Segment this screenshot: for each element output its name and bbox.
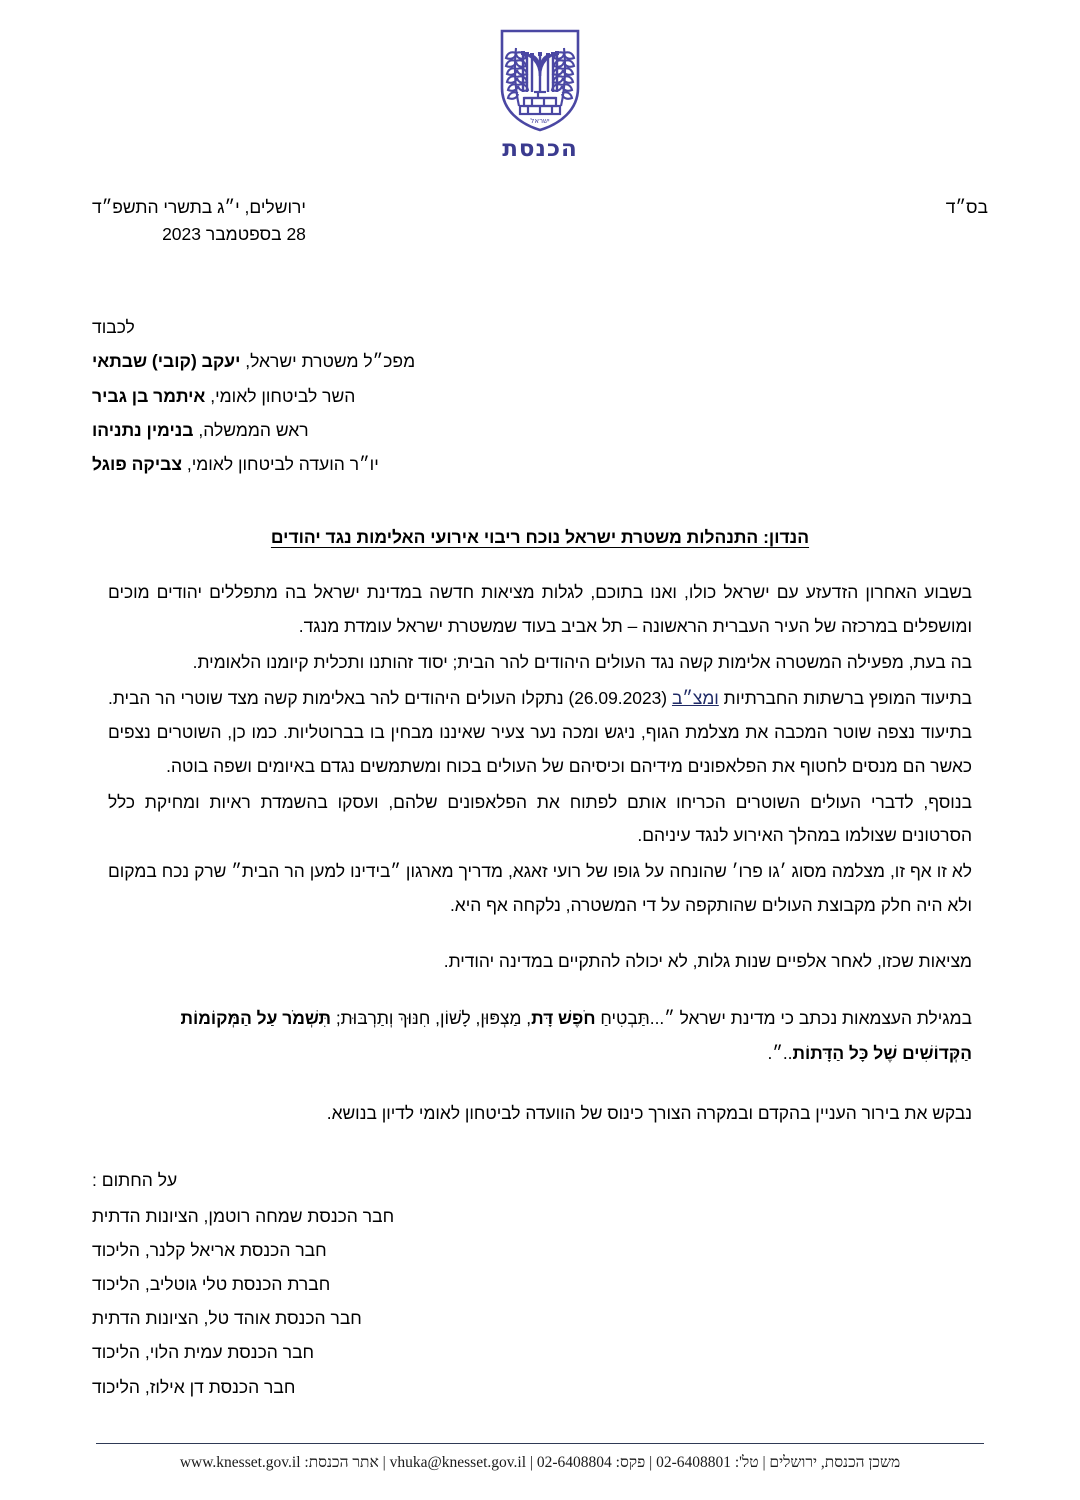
addressee-salutation: לכבוד: [92, 317, 135, 338]
addressee-block: [92, 310, 988, 481]
evidence-link[interactable]: ומצ״ב: [671, 687, 719, 708]
knesset-wordmark: הכנסת: [502, 136, 578, 162]
declaration-quote: [108, 1001, 972, 1071]
bsd-marker: בס״ד: [945, 197, 988, 217]
signatory-item: חבר הכנסת עמית הלוי, הליכוד: [92, 1342, 315, 1363]
quote-bold-holy-places-continued: הַקְּדוֹשִׁים שֶׁל כָּל הַדָּתוֹת: [792, 1043, 972, 1063]
request-paragraph: נבקש את בירור העניין בהקדם ובמקרה הצורך כינוס של הוועדה לביטחון לאומי לדיון בנושא.: [326, 1102, 972, 1123]
hebrew-date-line: ירושלים, י״ג בתשרי התשפ״ד: [92, 197, 306, 217]
quote-intro: במגילת העצמאות נכתב כי מדינת ישראל ״...תַּבְטִיחַ: [595, 1008, 972, 1029]
footer-divider: [96, 1443, 984, 1444]
signatory-item: חבר הכנסת דן אילוז, הליכוד: [92, 1376, 296, 1397]
subject-line: [92, 527, 988, 548]
declaration-quote-line2: [108, 1036, 972, 1071]
addressee-name-1: איתמר בן גביר: [92, 385, 206, 406]
letter-body: [108, 576, 972, 1071]
addressee-line: [92, 447, 988, 481]
signatory-item: חברת הכנסת טלי גוטליב, הליכוד: [92, 1274, 331, 1295]
addressee-name-0: יעקב (קובי) שבתאי: [92, 351, 241, 372]
addressee-title-3: יו״ר הועדה לביטחון לאומי,: [182, 453, 379, 474]
signatory-item: חבר הכנסת אריאל קלנר, הליכוד: [92, 1240, 327, 1260]
knesset-menorah-emblem-icon: [494, 26, 586, 134]
addressee-line: [92, 379, 988, 413]
footer-contact-text: משכן הכנסת, ירושלים | טל': 02-6408801 | פקס: 02-6408804 | vhuka@knesset.gov.il | אתר הכנסת: www.knesset.gov.il: [179, 1454, 901, 1471]
document-meta-row: [92, 194, 988, 248]
quote-bold-holy-places: תִּשְׁמֹר עַל הַמְּקוֹמוֹת: [180, 1008, 331, 1029]
body-paragraph: לא זו אף זו, מצלמה מסוג ׳גו פרו׳ שהונחה על גופו של רועי זאגא, מדריך מארגון ״בידינו למען הר הבית״ שרק נכח במקום ולא היה חלק מקבוצת העולים שהותקפה על די המשטרה, נלקחה אף היא.: [108, 861, 972, 916]
paragraph-spacer: [108, 981, 972, 1001]
body-paragraph: בשבוע האחרון הזדעזע עם ישראל כולו, ואנו בתוכם, לגלות מציאות חדשה במדינת ישראל בה מתפללים יהודים מוכים ומושפלים במרכזה של העיר העברית הראשונה – תל אביב בעוד שמשטרת ישראל עומדת מנגד.: [108, 581, 972, 636]
addressee-line: [92, 413, 988, 447]
quote-bold-religious-freedom: חֹפֶשׁ דָּת: [531, 1008, 596, 1029]
signature-block: [92, 1170, 988, 1404]
body-conclusion: מציאות שכזו, לאחר אלפיים שנות גלות, לא יכולה להתקיים במדינה יהודית.: [443, 951, 972, 972]
addressee-name-2: בנימין נתניהו: [92, 419, 194, 440]
quote-tail: ..״.: [767, 1043, 793, 1063]
body-paragraph: בה בעת, מפעילה המשטרה אלימות קשה נגד העולים היהודים להר הבית; יסוד זהותנו ותכלית קיומנו הלאומית.: [192, 651, 972, 672]
gregorian-date-line: 28 בספטמבר 2023: [162, 224, 306, 245]
signatory-item: חבר הכנסת אוהד טל, הציונות הדתית: [92, 1308, 362, 1329]
knesset-emblem: [494, 26, 586, 162]
body-paragraph: בנוסף, לדברי העולים השוטרים הכריחו אותם לפתוח את הפלאפונים שלהם, ועסקו בהשמדת ראיות ומחיקת כלל הסרטונים שצולמו במהלך האירוע לנגד עיניהם.: [108, 791, 972, 846]
paragraph-spacer: [108, 925, 972, 945]
linked-paragraph-after: (26.09.2023) נתקלו העולים היהודים להר באלימות קשה מצד שוטרי הר הבית. בתיעוד נצפה שוטר המכבה את מצלמת הגוף, ניגש ומכה נער צעיר שאיננו מבחין בו בברוטליות. כמו כן, השוטרים נצפים כאשר הם מנסים לחטוף את הפלאפונים מידיהם וכיסיהם של העולים בכוח ומשתמשים נגדם באיומים ושפה בוטה.: [108, 687, 972, 776]
addressee-title-1: השר לביטחון לאומי,: [205, 385, 356, 406]
letterhead: [0, 0, 1080, 162]
signature-label: על החתום :: [92, 1169, 178, 1190]
subject-text: הנדון: התנהלות משטרת ישראל נוכח ריבוי אירועי האלימות נגד יהודים: [270, 526, 810, 547]
linked-paragraph-before: בתיעוד המופץ ברשתות החברתיות: [718, 687, 972, 708]
addressee-name-3: צביקה פוגל: [92, 453, 182, 474]
addressee-line: [92, 344, 988, 378]
addressee-title-2: ראש הממשלה,: [193, 419, 309, 440]
page-footer: [0, 1443, 1080, 1472]
signatory-list: [92, 1199, 988, 1404]
body-paragraph-with-link: [108, 682, 972, 784]
quote-middle: , מַצְפּוּן, לָשׁוֹן, חִנּוּךְ וְתַרְבּוּת;: [331, 1008, 532, 1029]
addressee-title-0: מפכ״ל משטרת ישראל,: [240, 351, 416, 372]
signatory-item: חבר הכנסת שמחה רוטמן, הציונות הדתית: [92, 1205, 395, 1226]
emblem-shield-text: ישראל: [530, 117, 550, 125]
date-block: [92, 194, 306, 248]
